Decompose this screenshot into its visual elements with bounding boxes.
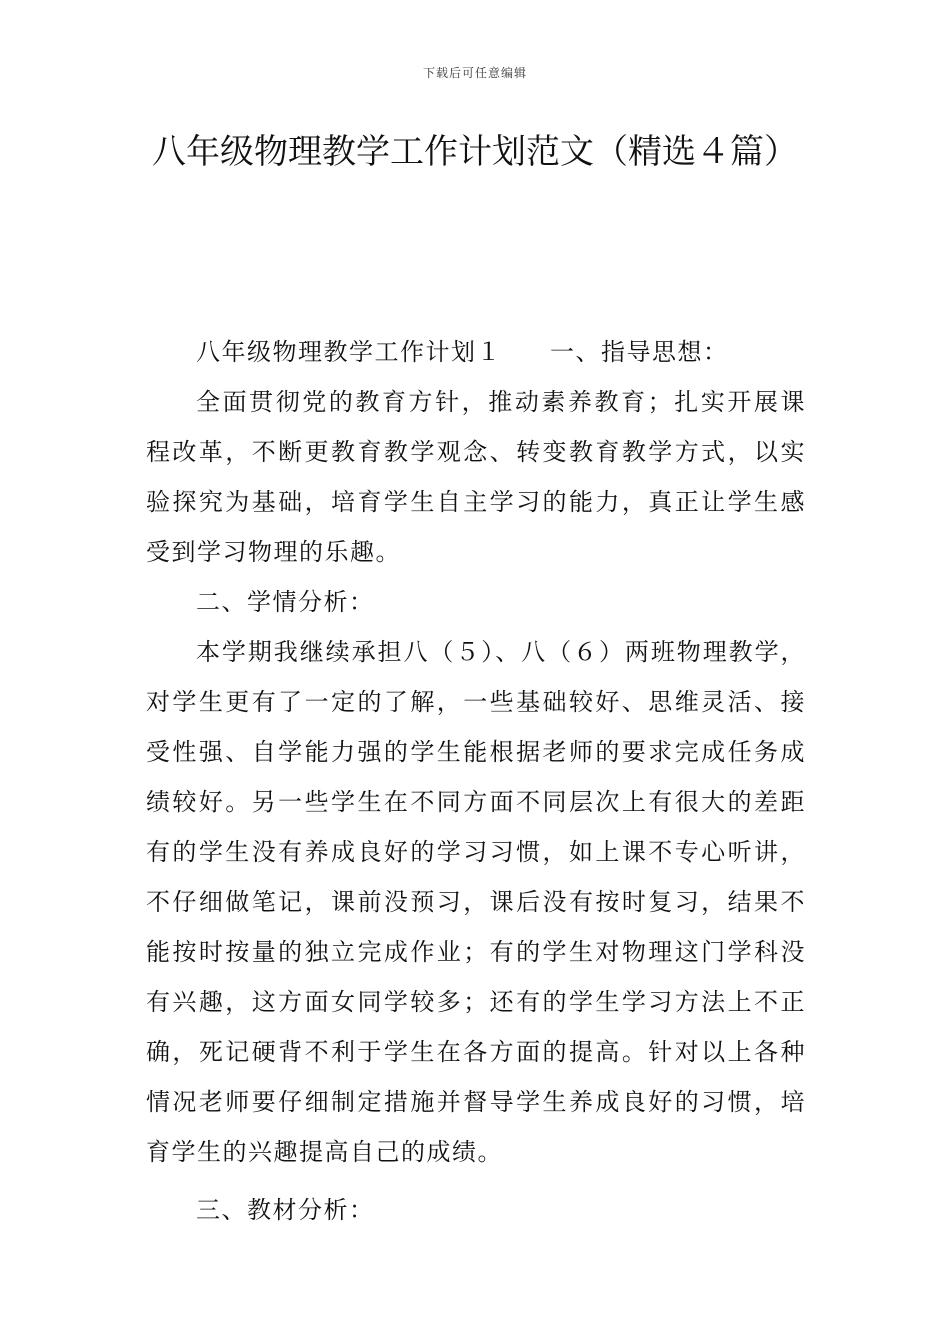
section1-body: 全面贯彻党的教育方针，推动素养教育；扎实开展课程改革，不断更教育教学观念、转变教育教学方式，以实验探究为基础，培育学生自主学习的能力，真正让学生感受到学习物理的乐趣。 xyxy=(146,388,806,566)
header-note: 下载后可任意编辑 xyxy=(422,66,527,80)
section2-heading: 二、学情分析： xyxy=(196,588,375,616)
document-body xyxy=(146,327,806,1235)
section1-heading: 一、指导思想： xyxy=(550,338,729,366)
section3-heading: 三、教材分析： xyxy=(196,1196,375,1224)
document-title: 八年级物理教学工作计划范文（精选４篇） xyxy=(152,132,798,172)
section2-body: 本学期我继续承担八（５）、八（６）两班物理教学，对学生更有了一定的了解，一些基础较好、思维灵活、接受性强、自学能力强的学生能根据老师的要求完成任务成绩较好。另一些学生在不同方面不同层次上有很大的差距有的学生没有养成良好的学习习惯，如上课不专心听讲，不仔细做笔记，课前没预习，课后没有按时复习，结果不能按时按量的独立完成作业；有的学生对物理这门学科没有兴趣，这方面女同学较多；还有的学生学习方法上不正确，死记硬背不利于学生在各方面的提高。针对以上各种情况老师要仔细制定措施并督导学生养成良好的习惯，培育学生的兴趣提高自己的成绩。 xyxy=(146,638,806,1166)
plan-heading: 八年级物理教学工作计划１ xyxy=(196,338,502,366)
plan-heading-line xyxy=(146,327,806,377)
